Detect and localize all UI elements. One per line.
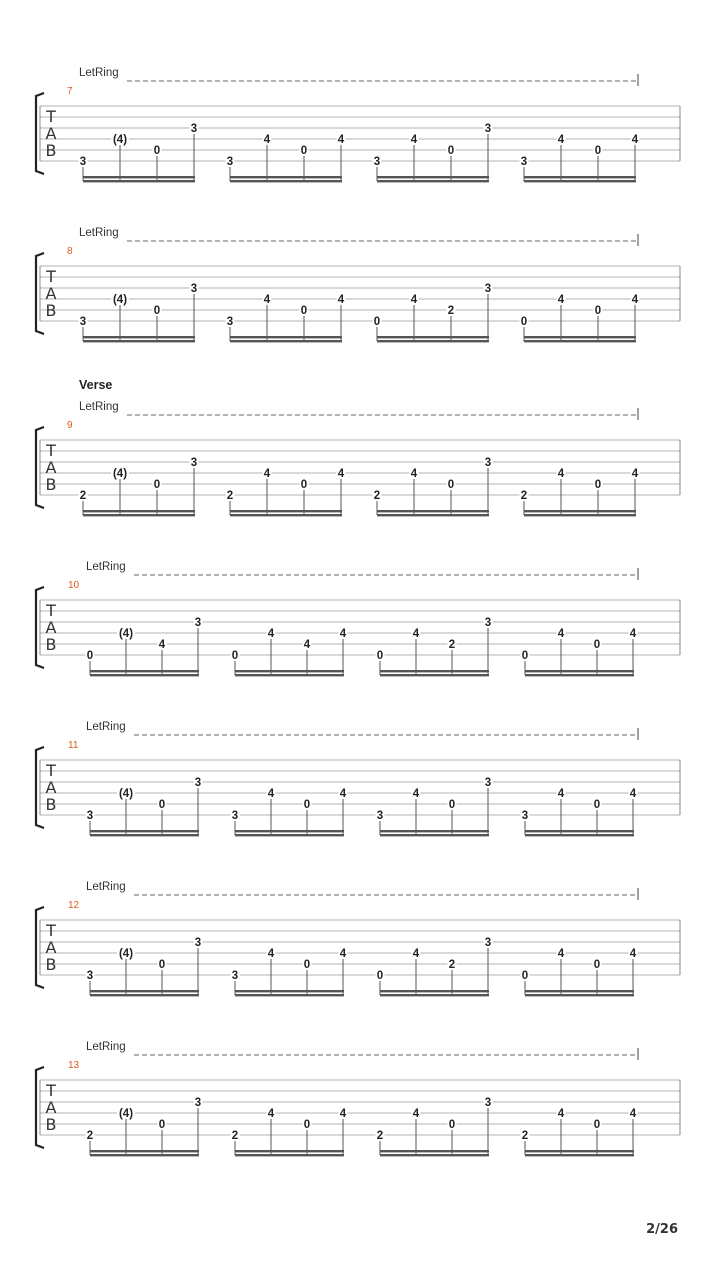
fret-number: 0 [153,145,161,157]
beam-secondary [377,340,489,342]
fret-number: 4 [412,628,420,640]
fret-number: 4 [267,1108,275,1120]
fret-number: 0 [158,1119,166,1131]
fret-number: (4) [112,134,128,146]
fret-number: 2 [520,490,528,502]
fret-number: 4 [263,468,271,480]
fret-number: 4 [337,134,345,146]
beam-primary [90,670,199,672]
tab-clef-letter: B [45,301,57,320]
fret-number: 0 [447,145,455,157]
fret-number: 3 [484,1097,492,1109]
fret-number: 4 [339,788,347,800]
fret-number: 2 [79,490,87,502]
beam-primary [235,830,344,832]
beam-primary [380,990,489,992]
fret-number: 0 [594,305,602,317]
fret-number: 3 [521,810,529,822]
beam-secondary [83,340,195,342]
fret-number: 2 [231,1130,239,1142]
fret-number: 4 [337,468,345,480]
beam-primary [230,176,342,178]
fret-number: 4 [337,294,345,306]
fret-number: 2 [86,1130,94,1142]
fret-number: 4 [557,294,565,306]
fret-number: 2 [448,959,456,971]
tab-clef-letter: B [45,955,57,974]
beam-secondary [235,1154,344,1156]
fret-number: 0 [86,650,94,662]
tab-clef-letter: A [45,458,57,477]
fret-number: 2 [373,490,381,502]
fret-number: 0 [153,479,161,491]
beam-secondary [524,180,636,182]
beam-primary [235,670,344,672]
let-ring-label: LetRing [86,1041,126,1053]
measure-number: 12 [68,900,80,911]
beam-secondary [525,834,634,836]
fret-number: 3 [190,283,198,295]
beam-primary [83,176,195,178]
tab-clef-letter: T [46,441,56,460]
tab-clef-letter: A [45,1098,57,1117]
fret-number: 3 [226,316,234,328]
fret-number: 4 [557,628,565,640]
beam-primary [90,830,199,832]
fret-number: 4 [631,134,639,146]
let-ring-label: LetRing [79,67,119,79]
measure-number: 10 [68,580,80,591]
fret-number: 0 [303,799,311,811]
beam-secondary [90,674,199,676]
fret-number: 3 [376,810,384,822]
beam-primary [235,1150,344,1152]
beam-secondary [380,1154,489,1156]
beam-secondary [380,994,489,996]
beam-secondary [230,340,342,342]
fret-number: 3 [484,777,492,789]
beam-primary [90,990,199,992]
beam-primary [377,176,489,178]
fret-number: 3 [484,457,492,469]
tab-clef-letter: A [45,284,57,303]
beam-secondary [90,994,199,996]
fret-number: 3 [194,617,202,629]
fret-number: 0 [594,145,602,157]
fret-number: 0 [300,479,308,491]
beam-secondary [90,834,199,836]
fret-number: 0 [448,1119,456,1131]
fret-number: 4 [410,468,418,480]
fret-number: 0 [593,959,601,971]
tab-clef-letter: B [45,1115,57,1134]
fret-number: 0 [376,970,384,982]
fret-number: 3 [484,283,492,295]
fret-number: 4 [339,628,347,640]
fret-number: 4 [631,294,639,306]
fret-number: (4) [118,788,134,800]
beam-secondary [525,994,634,996]
fret-number: 4 [629,788,637,800]
fret-number: 0 [448,799,456,811]
beam-secondary [235,994,344,996]
fret-number: 3 [86,970,94,982]
let-ring-label: LetRing [79,227,119,239]
tab-clef-letter: A [45,778,57,797]
fret-number: 4 [339,948,347,960]
fret-number: (4) [112,468,128,480]
tab-clef-letter: A [45,938,57,957]
tab-clef-letter: B [45,795,57,814]
fret-number: 0 [300,305,308,317]
beam-secondary [83,180,195,182]
fret-number: 3 [190,123,198,135]
beam-primary [230,336,342,338]
fret-number: 0 [520,316,528,328]
fret-number: 0 [158,959,166,971]
fret-number: 0 [593,799,601,811]
fret-number: 4 [267,948,275,960]
beam-primary [83,510,195,512]
fret-number: 3 [231,970,239,982]
beam-secondary [380,834,489,836]
fret-number: 4 [263,294,271,306]
fret-number: 0 [593,1119,601,1131]
let-ring-label: LetRing [86,881,126,893]
beam-primary [525,1150,634,1152]
beam-secondary [230,180,342,182]
beam-secondary [525,674,634,676]
fret-number: (4) [118,948,134,960]
beam-secondary [235,674,344,676]
tab-clef-letter: A [45,124,57,143]
fret-number: 4 [557,134,565,146]
tab-clef-letter: T [46,761,56,780]
fret-number: 3 [190,457,198,469]
beam-secondary [230,514,342,516]
fret-number: 4 [412,948,420,960]
beam-primary [377,510,489,512]
fret-number: 0 [300,145,308,157]
fret-number: 0 [447,479,455,491]
tab-clef-letter: T [46,601,56,620]
fret-number: 4 [412,788,420,800]
fret-number: 2 [376,1130,384,1142]
measure-number: 9 [67,420,73,431]
fret-number: 0 [521,970,529,982]
let-ring-label: LetRing [86,561,126,573]
fret-number: 0 [303,1119,311,1131]
fret-number: 4 [339,1108,347,1120]
fret-number: 3 [520,156,528,168]
fret-number: 2 [521,1130,529,1142]
fret-number: 4 [631,468,639,480]
beam-primary [380,1150,489,1152]
fret-number: 3 [484,123,492,135]
fret-number: (4) [118,1108,134,1120]
fret-number: 0 [303,959,311,971]
fret-number: (4) [112,294,128,306]
fret-number: 0 [231,650,239,662]
fret-number: 4 [557,788,565,800]
fret-number: 3 [484,937,492,949]
section-label: Verse [79,378,113,392]
fret-number: 2 [447,305,455,317]
fret-number: 4 [267,788,275,800]
tab-clef-letter: T [46,267,56,286]
fret-number: (4) [118,628,134,640]
beam-secondary [235,834,344,836]
beam-primary [377,336,489,338]
tab-clef-letter: B [45,635,57,654]
beam-secondary [83,514,195,516]
fret-number: 0 [376,650,384,662]
fret-number: 0 [153,305,161,317]
measure-number: 8 [67,246,73,257]
fret-number: 3 [373,156,381,168]
fret-number: 0 [373,316,381,328]
beam-primary [524,510,636,512]
tab-clef-letter: A [45,618,57,637]
fret-number: 4 [158,639,166,651]
fret-number: 0 [593,639,601,651]
beam-primary [380,830,489,832]
fret-number: 3 [79,156,87,168]
fret-number: 0 [521,650,529,662]
fret-number: 3 [79,316,87,328]
measure-number: 11 [68,740,79,751]
tab-clef-letter: B [45,475,57,494]
fret-number: 4 [557,468,565,480]
let-ring-label: LetRing [86,721,126,733]
beam-secondary [524,340,636,342]
fret-number: 4 [557,1108,565,1120]
beam-secondary [377,514,489,516]
beam-secondary [524,514,636,516]
tab-clef-letter: T [46,1081,56,1100]
beam-primary [524,176,636,178]
beam-primary [525,830,634,832]
fret-number: 0 [594,479,602,491]
fret-number: 0 [158,799,166,811]
fret-number: 3 [194,937,202,949]
fret-number: 4 [303,639,311,651]
fret-number: 4 [410,294,418,306]
let-ring-label: LetRing [79,401,119,413]
beam-primary [524,336,636,338]
beam-secondary [377,180,489,182]
beam-primary [230,510,342,512]
beam-primary [525,990,634,992]
beam-primary [235,990,344,992]
fret-number: 4 [629,1108,637,1120]
tab-clef-letter: B [45,141,57,160]
fret-number: 4 [629,628,637,640]
fret-number: 3 [484,617,492,629]
beam-primary [380,670,489,672]
fret-number: 3 [194,777,202,789]
fret-number: 4 [263,134,271,146]
fret-number: 3 [194,1097,202,1109]
beam-secondary [380,674,489,676]
fret-number: 3 [226,156,234,168]
fret-number: 2 [448,639,456,651]
beam-secondary [525,1154,634,1156]
fret-number: 3 [231,810,239,822]
fret-number: 4 [412,1108,420,1120]
fret-number: 4 [410,134,418,146]
fret-number: 4 [629,948,637,960]
beam-primary [525,670,634,672]
measure-number: 7 [67,86,73,97]
fret-number: 3 [86,810,94,822]
fret-number: 4 [267,628,275,640]
beam-secondary [90,1154,199,1156]
fret-number: 2 [226,490,234,502]
beam-primary [83,336,195,338]
beam-primary [90,1150,199,1152]
page-number: 2/26 [646,1222,678,1237]
measure-number: 13 [68,1060,80,1071]
fret-number: 4 [557,948,565,960]
tab-clef-letter: T [46,107,56,126]
tab-clef-letter: T [46,921,56,940]
